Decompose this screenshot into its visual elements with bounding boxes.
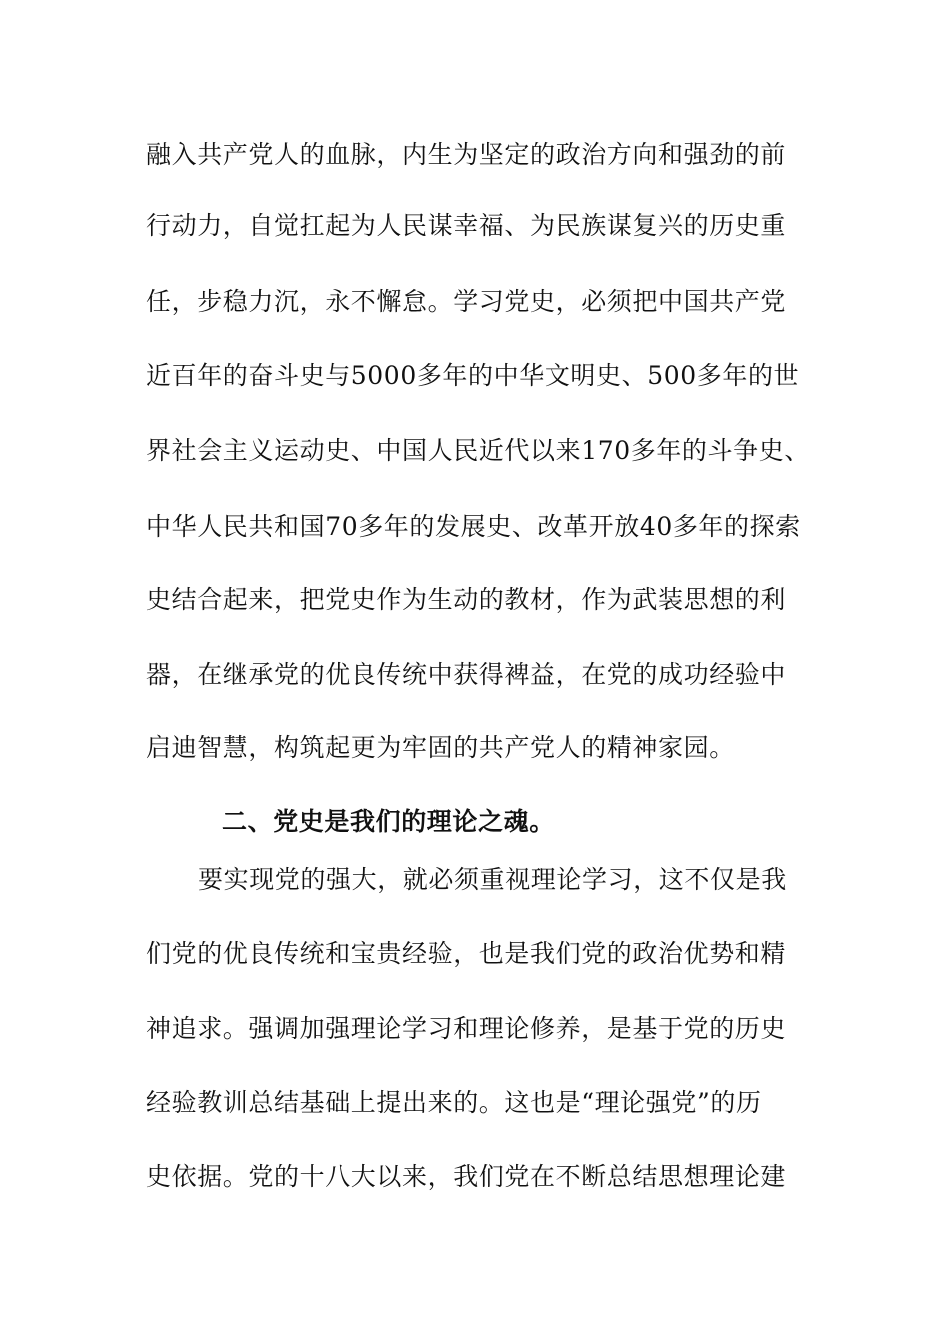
body-text-line: 行动力，自觉扛起为人民谋幸福、为民族谋复兴的历史重 (146, 211, 787, 240)
body-text-line: 史依据。党的十八大以来，我们党在不断总结思想理论建 (146, 1162, 787, 1191)
body-text-line: 经验教训总结基础上提出来的。这也是“理论强党”的历 (146, 1088, 762, 1117)
body-text-line: 近百年的奋斗史与5000多年的中华文明史、500多年的世 (146, 361, 800, 390)
body-text-line: 史结合起来，把党史作为生动的教材，作为武装思想的利 (146, 585, 787, 614)
body-text-line: 任，步稳力沉，永不懈怠。学习党史，必须把中国共产党 (146, 287, 787, 316)
section-heading: 二、党史是我们的理论之魂。 (222, 807, 555, 836)
body-text-line: 们党的优良传统和宝贵经验，也是我们党的政治优势和精 (146, 939, 787, 968)
body-text-line: 神追求。强调加强理论学习和理论修养，是基于党的历史 (146, 1014, 787, 1043)
body-text-line: 启迪智慧，构筑起更为牢固的共产党人的精神家园。 (146, 733, 735, 762)
body-text-line: 器，在继承党的优良传统中获得裨益，在党的成功经验中 (146, 660, 787, 689)
body-text-line: 界社会主义运动史、中国人民近代以来170多年的斗争史、 (146, 436, 810, 465)
body-text-line: 要实现党的强大，就必须重视理论学习，这不仅是我 (198, 865, 787, 894)
body-text-line: 中华人民共和国70多年的发展史、改革开放40多年的探索 (146, 512, 801, 541)
body-text-line: 融入共产党人的血脉，内生为坚定的政治方向和强劲的前 (146, 140, 787, 169)
